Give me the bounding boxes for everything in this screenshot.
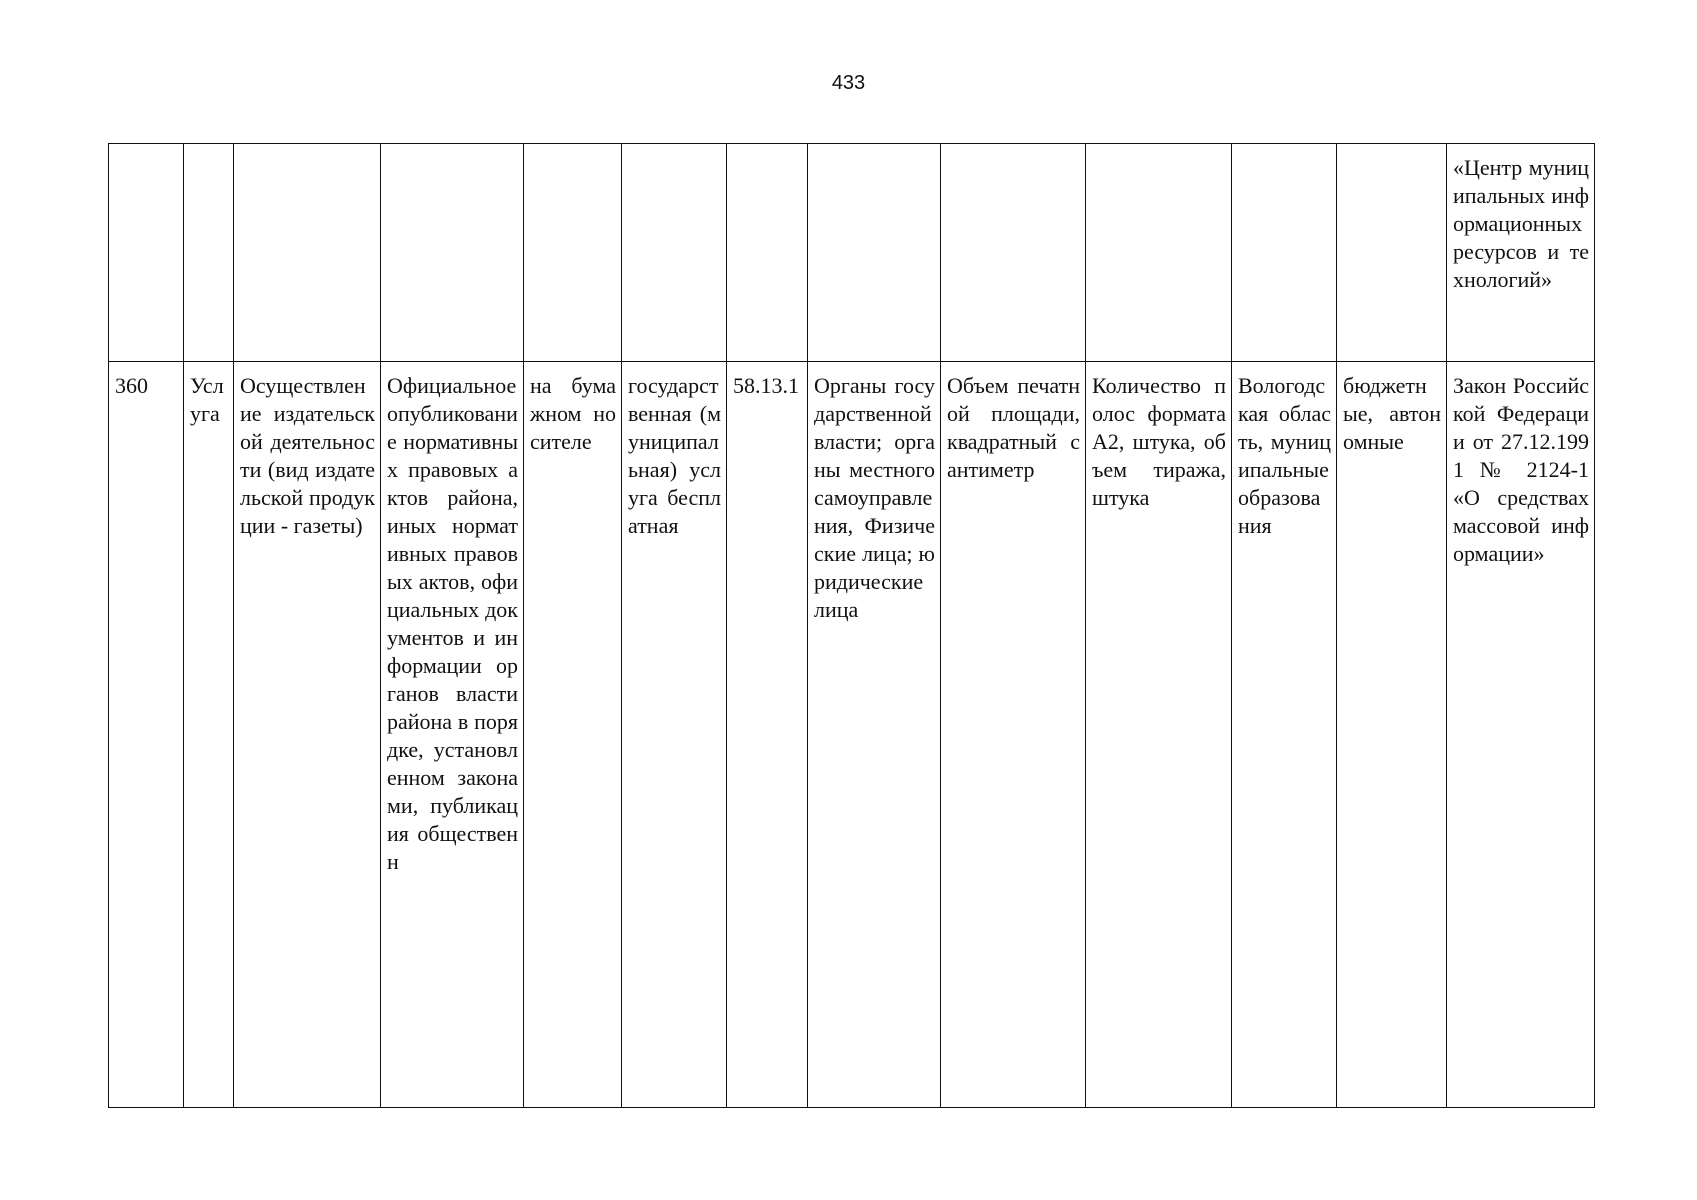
page-number: 433 — [831, 72, 866, 94]
cell-quality-indicator: Количество полос формата А2, штука, объем тиража, штука — [1086, 362, 1232, 1108]
cell-founder: Вологодская область, муниципальные образования — [1232, 362, 1337, 1108]
cell-consumers-empty — [808, 144, 941, 362]
cell-institution-type-empty — [1337, 144, 1447, 362]
continuation-row — [109, 144, 1595, 362]
cell-volume-empty — [941, 144, 1086, 362]
cell-okved-empty — [727, 144, 808, 362]
cell-legal-basis: Закон Российской Федерации от 27.12.1991 № 2124-1 «О средствах массовой информации» — [1447, 362, 1595, 1108]
cell-content-empty — [381, 144, 524, 362]
registry-table — [108, 143, 1595, 1108]
cell-service-name: Осуществление издательской деятельности (вид издательской продукции - газеты) — [234, 362, 381, 1108]
cell-row-number: 360 — [109, 362, 184, 1108]
cell-institution-type: бюджетные, автономные — [1337, 362, 1447, 1108]
cell-service-name-empty — [234, 144, 381, 362]
cell-content: Официальное опубликование нормативных правовых актов района, иных нормативных правовых актов, официальных документов и информации органов власти района в порядке, установленном законами, публикация общественн — [381, 362, 524, 1108]
cell-quality-empty — [1086, 144, 1232, 362]
cell-row-type: Услуга — [184, 362, 234, 1108]
cell-org-name: «Центр муниципальных информационных ресурсов и технологий» — [1447, 144, 1595, 362]
table-row — [109, 362, 1595, 1108]
cell-payment: государственная (муниципальная) услуга бесплатная — [622, 362, 727, 1108]
cell-type-empty — [184, 144, 234, 362]
cell-founder-empty — [1232, 144, 1337, 362]
cell-form-empty — [524, 144, 622, 362]
cell-okved: 58.13.1 — [727, 362, 808, 1108]
cell-volume-indicator: Объем печатной площади, квадратный сантиметр — [941, 362, 1086, 1108]
cell-consumers: Органы государственной власти; органы местного самоуправления, Физические лица; юридические лица — [808, 362, 941, 1108]
cell-number-empty — [109, 144, 184, 362]
cell-payment-empty — [622, 144, 727, 362]
cell-form: на бумажном носителе — [524, 362, 622, 1108]
